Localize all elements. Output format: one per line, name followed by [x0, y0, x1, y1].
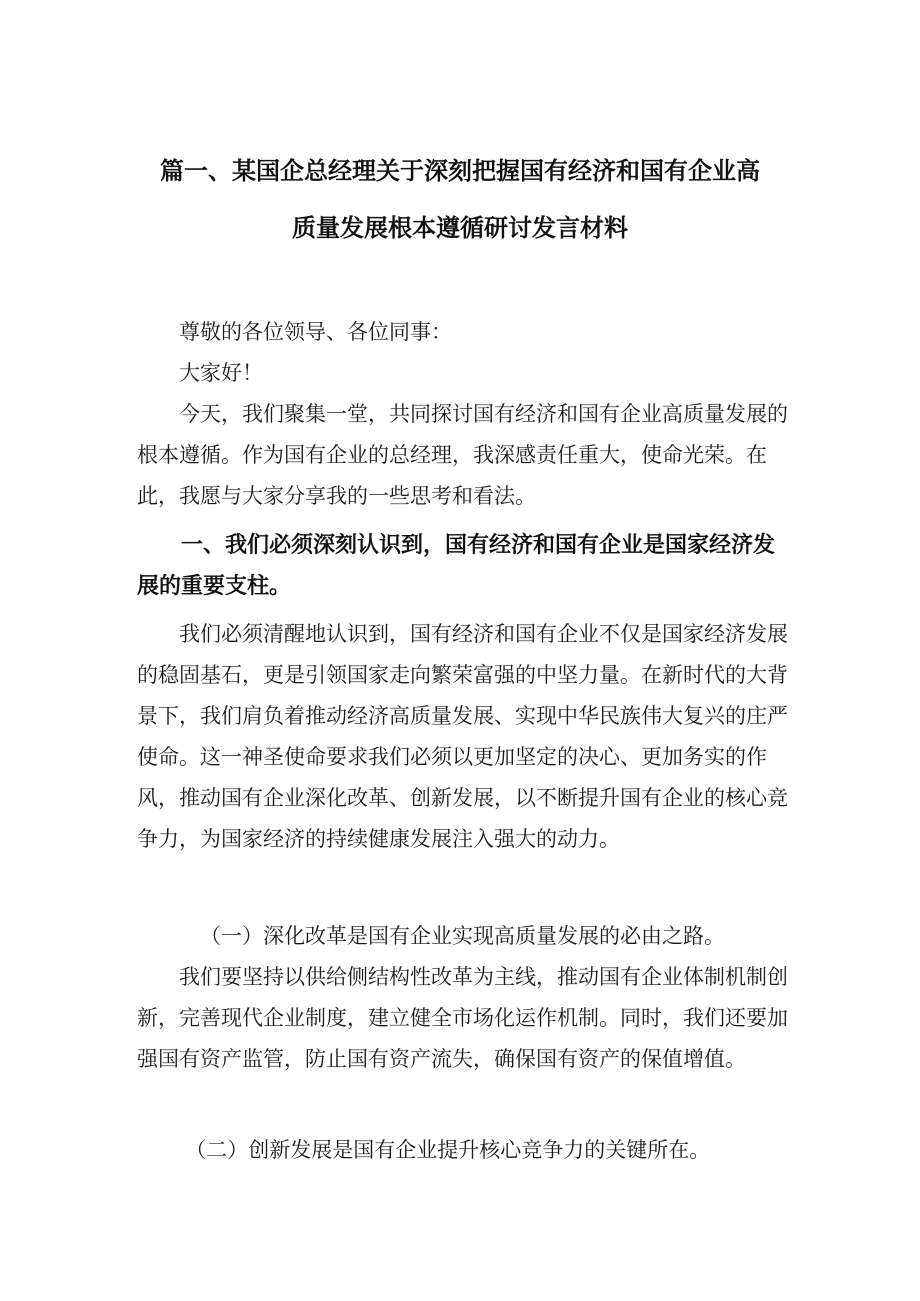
document-title-line-1: 篇一、某国企总经理关于深刻把握国有经济和国有企业高: [160, 157, 760, 185]
document-title-line-2: 质量发展根本遵循研讨发言材料: [292, 214, 628, 242]
section-1-paragraph: 我们必须清醒地认识到，国有经济和国有企业不仅是国家经济发展的稳固基石，更是引领国家走向繁荣富强的中坚力量。在新时代的大背景下，我们肩负着推动经济高质量发展、实现中华民族伟大复兴的庄严使命。这一神圣使命要求我们必须以更加坚定的决心、更加务实的作风，推动国有企业深化改革、创新发展，以不断提升国有企业的核心竞争力，为国家经济的持续健康发展注入强大的动力。: [137, 622, 788, 851]
section-1-heading: 一、我们必须深刻认识到，国有经济和国有企业是国家经济发展的重要支柱。: [137, 533, 776, 599]
subsection-1-heading: （一）深化改革是国有企业实现高质量发展的必由之路。: [200, 924, 725, 948]
intro-paragraph: 今天，我们聚集一堂，共同探讨国有经济和国有企业高质量发展的根本遵循。作为国有企业的总经理，我深感责任重大，使命光荣。在此，我愿与大家分享我的一些思考和看法。: [137, 402, 788, 508]
salutation: 尊敬的各位领导、各位同事：: [179, 320, 452, 344]
subsection-2-heading: （二）创新发展是国有企业提升核心竞争力的关键所在。: [185, 1138, 711, 1162]
subsection-1-paragraph: 我们要坚持以供给侧结构性改革为主线，推动国有企业体制机制创新，完善现代企业制度，建立健全市场化运作机制。同时，我们还要加强国有资产监管，防止国有资产流失，确保国有资产的保值增值。: [137, 965, 788, 1071]
greeting: 大家好！: [179, 361, 263, 385]
